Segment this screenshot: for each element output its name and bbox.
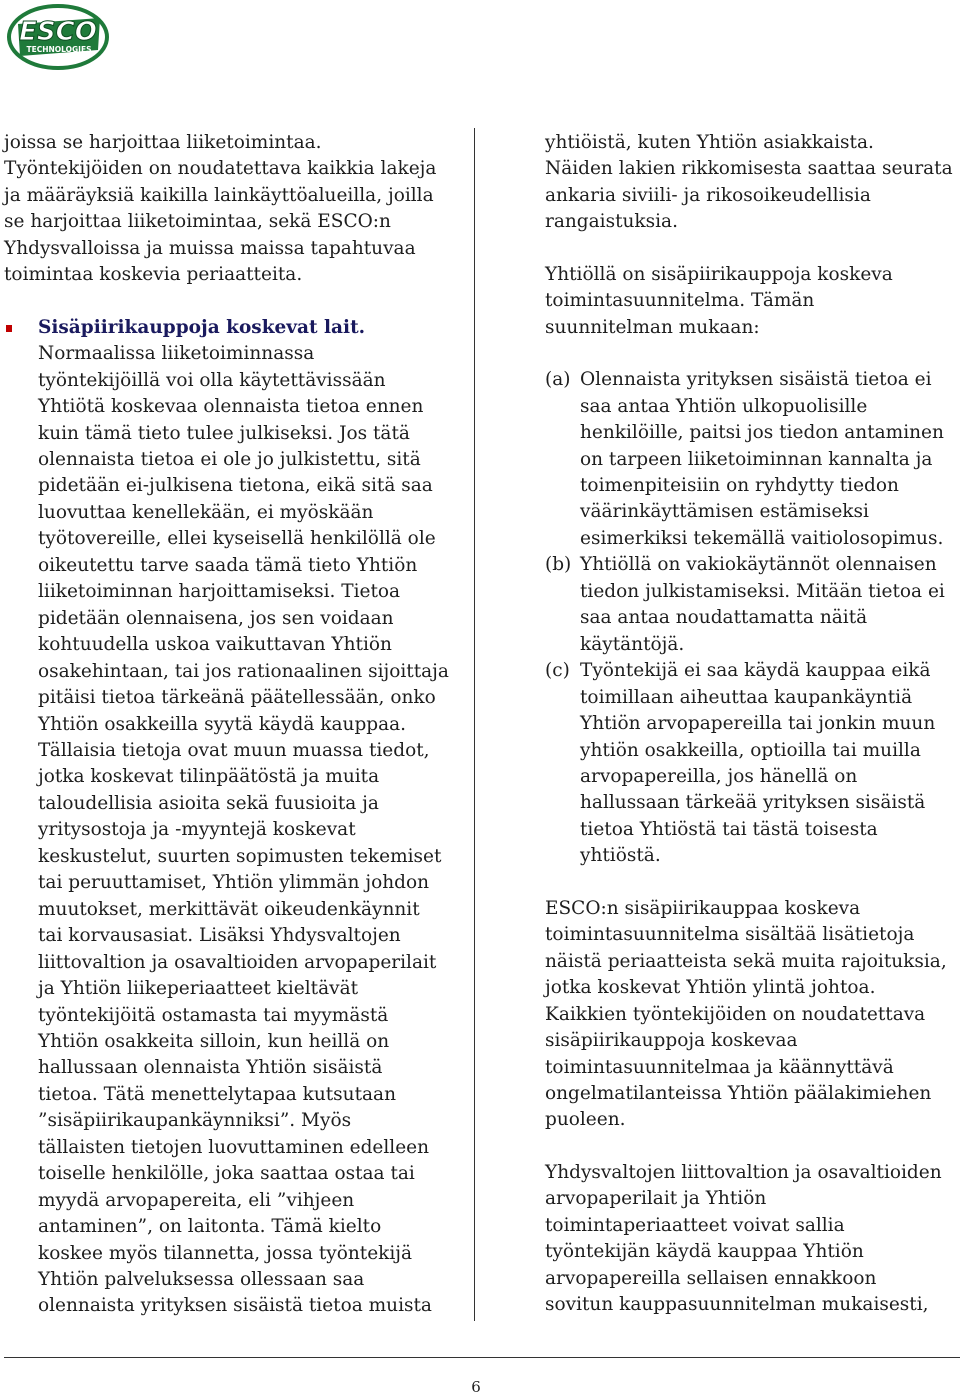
esco-logo-graphic <box>6 2 110 72</box>
text-line: saa antaa Yhtiön ulkopuolisille <box>580 395 868 417</box>
insider-trading-section <box>4 315 472 1320</box>
text-line: väärinkäyttämisen estämiseksi <box>580 501 869 523</box>
text-line: on tarpeen liiketoiminnan kannalta ja <box>580 448 933 470</box>
text-line: Yhtiön arvopapereilla tai jonkin muun <box>580 713 936 735</box>
text-line: koskee myös tilannetta, jossa työntekijä <box>38 1242 413 1264</box>
right-paragraph-penalties <box>545 130 957 236</box>
text-line: toimillaan aiheuttaa kaupankäyntiä <box>580 686 913 708</box>
text-line: Työntekijä ei saa käydä kauppaa eikä <box>580 660 931 682</box>
text-line: työntekijän käydä kauppaa Yhtiön <box>545 1241 864 1263</box>
plan-rules-list <box>545 367 957 870</box>
text-line: antaminen”, on laitonta. Tämä kielto <box>38 1216 382 1238</box>
text-line: työntekijöitä ostamasta tai myymästä <box>38 1004 389 1026</box>
list-item <box>545 367 957 552</box>
text-line: Yhtiöllä on vakiokäytännöt olennaisen <box>580 554 937 576</box>
text-line: Olennaista yrityksen sisäistä tietoa ei <box>580 369 932 391</box>
text-line: arvopapereilla sellaisen ennakkoon <box>545 1267 877 1289</box>
text-line: sovitun kauppasuunnitelman mukaisesti, <box>545 1294 929 1316</box>
text-line: se harjoittaa liiketoimintaa, sekä ESCO:n <box>4 211 391 233</box>
text-line: tällaisten tietojen luovuttaminen edelleen <box>38 1136 430 1158</box>
text-line: tietoa. Tätä menettelytapaa kutsutaan <box>38 1083 397 1105</box>
right-paragraph-securities-laws <box>545 1160 957 1319</box>
list-marker: (a) <box>545 369 571 391</box>
footer-rule <box>4 1357 960 1358</box>
text-line: kuin tämä tieto tulee julkiseksi. Jos tätä <box>38 422 410 444</box>
text-line: hallussaan tärkeää yrityksen sisäistä <box>580 792 926 814</box>
text-line: yritysostoja ja -myyntejä koskevat <box>38 819 356 841</box>
text-line: käytäntöjä. <box>580 633 685 655</box>
text-line: olennaista tietoa ei ole jo julkistettu, sitä <box>38 448 421 470</box>
text-line: Normaalissa liiketoiminnassa <box>38 343 315 365</box>
text-line: tiedon julkistamiseksi. Mitään tietoa ei <box>580 580 945 602</box>
text-line: kohtuudella uskoa vaikuttavan Yhtiön <box>38 634 392 656</box>
logo-wordmark: ESCO <box>19 17 97 47</box>
text-line: arvopapereilla, jos hänellä on <box>580 765 858 787</box>
text-line: puoleen. <box>545 1109 626 1131</box>
text-line: Työntekijöiden on noudatettava kaikkia lakeja <box>4 158 437 180</box>
square-bullet-icon <box>6 325 12 332</box>
text-line: esimerkiksi tekemällä vaitiolosopimus. <box>580 527 944 549</box>
text-line: ongelmatilanteissa Yhtiön päälakimiehen <box>545 1082 932 1104</box>
list-marker: (c) <box>545 660 570 682</box>
text-line: ja Yhtiön liikeperiaatteet kieltävät <box>38 978 359 1000</box>
list-item <box>545 552 957 658</box>
section-heading: Sisäpiirikauppoja koskevat lait. <box>38 316 366 338</box>
logo-tagline: TECHNOLOGIES <box>26 45 92 54</box>
text-line: ja määräyksiä kaikilla lainkäyttöalueilla, joilla <box>4 184 434 206</box>
text-line: osakehintaan, tai jos rationaalinen sijoittaja <box>38 660 449 682</box>
text-line: liittovaltion ja osavaltioiden arvopaperilait <box>38 951 437 973</box>
text-line: olennaista yrityksen sisäistä tietoa muista <box>38 1295 432 1317</box>
text-line: Yhtiötä koskevaa olennaista tietoa ennen <box>38 396 424 418</box>
esco-logo <box>6 2 110 72</box>
page-number: 6 <box>471 1378 481 1396</box>
text-line: hallussaan olennaista Yhtiön sisäistä <box>38 1057 383 1079</box>
text-line: arvopaperilait ja Yhtiön <box>545 1188 767 1210</box>
text-line: pidetään olennaisena, jos sen voidaan <box>38 607 394 629</box>
text-line: myydä arvopapereita, eli ”vihjeen <box>38 1189 355 1211</box>
text-line: tietoa Yhtiöstä tai tästä toisesta <box>580 818 878 840</box>
text-line: Yhtiön palveluksessa ollessaan saa <box>38 1269 365 1291</box>
right-paragraph-plan <box>545 262 957 341</box>
text-line: henkilöille, paitsi jos tiedon antaminen <box>580 422 944 444</box>
text-line: luovuttaa kenellekään, ei myöskään <box>38 501 374 523</box>
text-line: liiketoiminnan harjoittamiseksi. Tietoa <box>38 581 401 603</box>
text-line: toimintasuunnitelma. Tämän <box>545 290 815 312</box>
text-line: toimintaperiaatteet voivat sallia <box>545 1214 845 1236</box>
text-line: Yhdysvaltojen liittovaltion ja osavaltioiden <box>545 1161 942 1183</box>
text-line: suunnitelman mukaan: <box>545 316 760 338</box>
text-line: pitäisi tietoa tärkeänä päätellessään, onko <box>38 687 436 709</box>
text-line: yhtiön osakkeilla, optioilla tai muilla <box>580 739 921 761</box>
text-line: työntekijöillä voi olla käytettävissään <box>38 369 386 391</box>
text-line: rangaistuksia. <box>545 211 678 233</box>
left-column <box>4 130 472 1320</box>
text-line: tai peruuttamiset, Yhtiön ylimmän johdon <box>38 872 430 894</box>
left-intro-paragraph <box>4 130 472 289</box>
text-line: Kaikkien työntekijöiden on noudatettava <box>545 1003 926 1025</box>
text-line: sisäpiirikauppoja koskevaa <box>545 1030 798 1052</box>
text-line: ankaria siviili- ja rikosoikeudellisia <box>545 184 871 206</box>
text-line: Yhtiöllä on sisäpiirikauppoja koskeva <box>545 263 893 285</box>
text-line: Näiden lakien rikkomisesta saattaa seurata <box>545 158 953 180</box>
text-line: toiselle henkilölle, joka saattaa ostaa tai <box>38 1163 415 1185</box>
text-line: ESCO:n sisäpiirikauppaa koskeva <box>545 897 861 919</box>
text-line: Tällaisia tietoja ovat muun muassa tiedot, <box>38 739 430 761</box>
text-line: yhtiöstä. <box>580 845 661 867</box>
text-line: Yhdysvalloissa ja muissa maissa tapahtuvaa <box>4 237 416 259</box>
text-line: yhtiöistä, kuten Yhtiön asiakkaista. <box>545 132 874 153</box>
text-line: toimintaa koskevia periaatteita. <box>4 264 303 286</box>
text-line: Yhtiön osakkeita silloin, kun heillä on <box>38 1030 390 1052</box>
text-line: toimintasuunnitelma sisältää lisätietoja <box>545 924 915 946</box>
text-line: keskustelut, suurten sopimusten tekemiset <box>38 845 442 867</box>
text-line: tai korvausasiat. Lisäksi Yhdysvaltojen <box>38 925 401 947</box>
list-item <box>545 658 957 870</box>
list-marker: (b) <box>545 554 572 576</box>
text-line: toimintasuunnitelmaa ja käännyttävä <box>545 1056 894 1078</box>
text-line: muutokset, merkittävät oikeudenkäynnit <box>38 898 420 920</box>
text-line: taloudellisia asioita sekä fuusioita ja <box>38 792 379 814</box>
column-divider <box>474 128 475 1321</box>
text-line: näistä periaatteista sekä muita rajoituksia, <box>545 950 947 972</box>
text-line: toimenpiteisiin on ryhdytty tiedon <box>580 474 899 496</box>
text-line: jotka koskevat tilinpäätöstä ja muita <box>38 766 380 788</box>
right-paragraph-esco-plan <box>545 896 957 1134</box>
text-line: ”sisäpiirikaupankäynniksi”. Myös <box>38 1110 352 1132</box>
text-line: jotka koskevat Yhtiön ylintä johtoa. <box>545 977 876 999</box>
text-line: saa antaa noudattamatta näitä <box>580 607 868 629</box>
text-line: pidetään ei-julkisena tietona, eikä sitä saa <box>38 475 433 497</box>
text-line: joissa se harjoittaa liiketoimintaa. <box>4 132 322 153</box>
text-line: työtovereille, ellei kyseisellä henkilöllä ole <box>38 528 436 550</box>
text-line: Yhtiön osakkeilla syytä käydä kauppaa. <box>38 713 407 735</box>
text-line: oikeutettu tarve saada tämä tieto Yhtiön <box>38 554 418 576</box>
right-column <box>545 130 957 1319</box>
